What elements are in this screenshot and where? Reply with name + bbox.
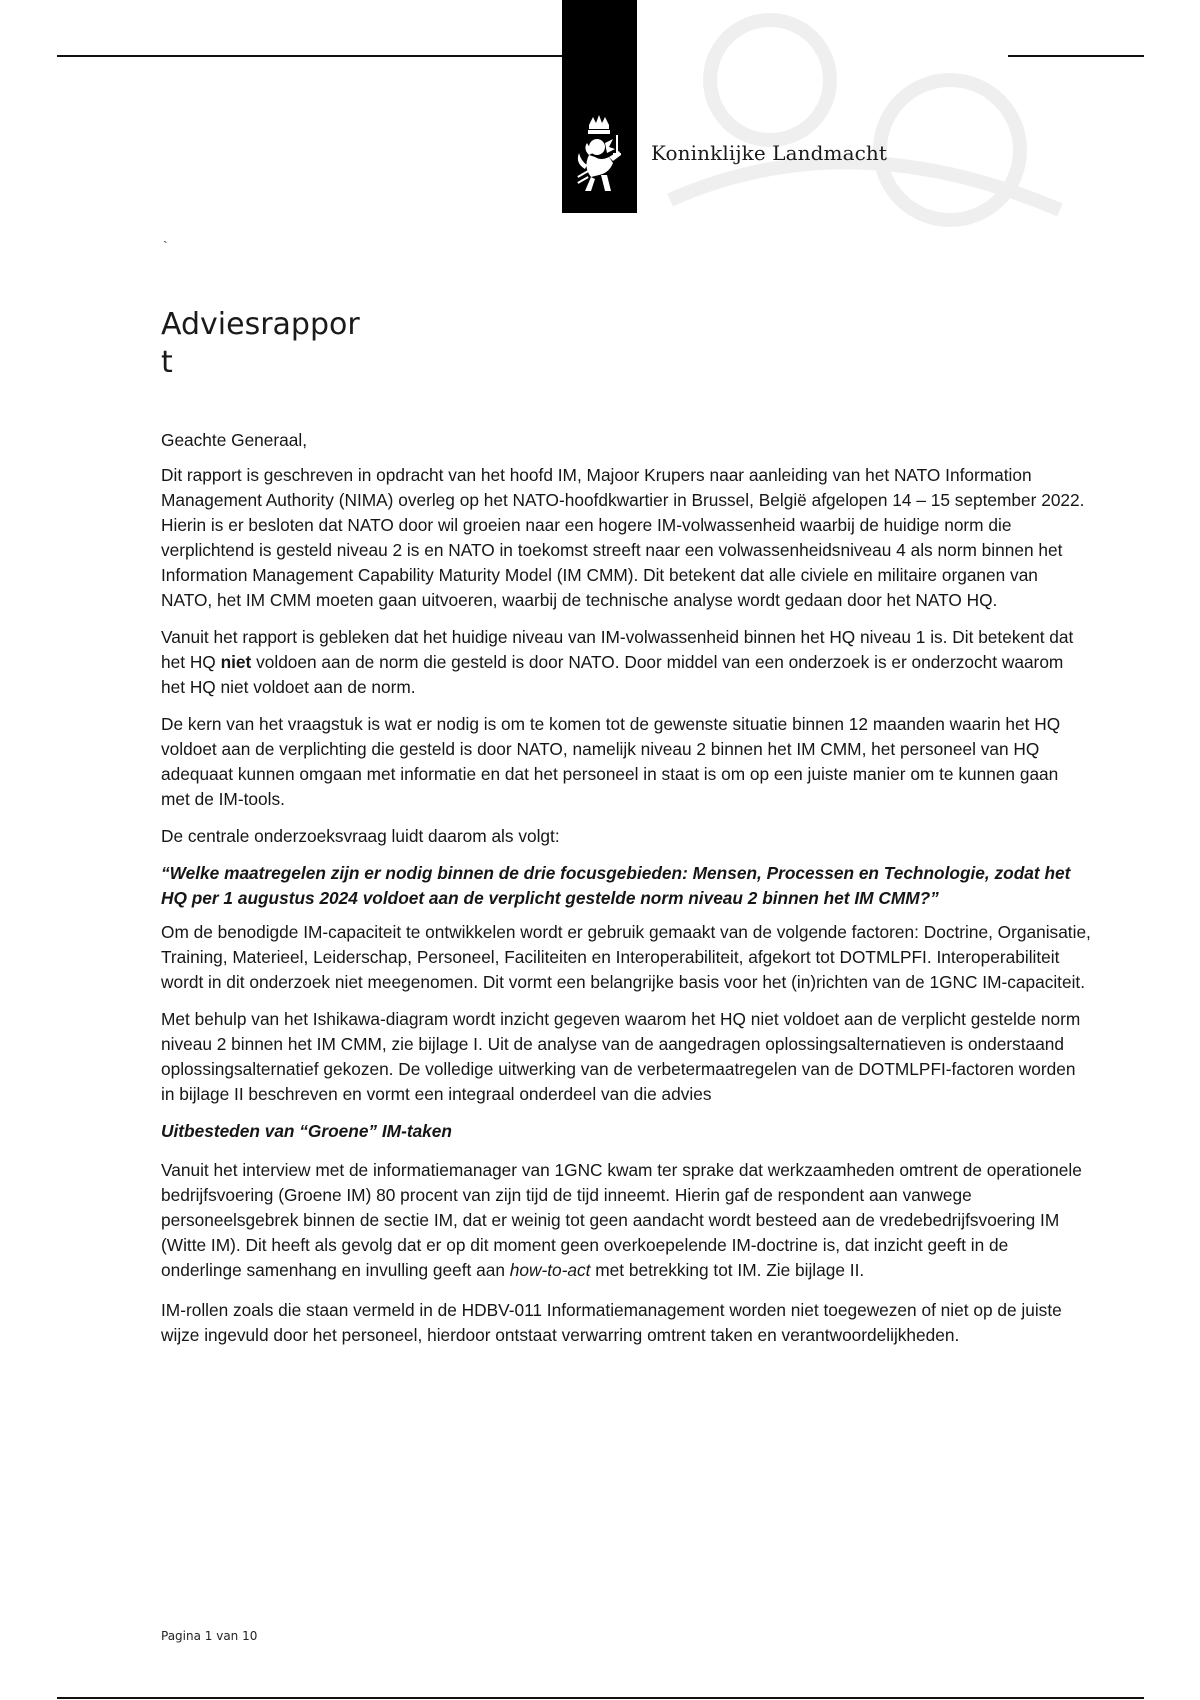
paragraph-findings-part2: voldoen aan de norm die gesteld is door NATO. Door middel van een onderzoek is er onderzocht waarom het HQ niet voldoet aan de norm. [161,652,1064,697]
crowned-lion-emblem-icon [569,113,629,203]
paragraph-core-question: De kern van het vraagstuk is wat er nodig is om te komen tot de gewenste situatie binnen 12 maanden waarin het HQ voldoet aan de verplichting die gesteld is door NATO, namelijk niveau 2 binnen het IM CMM, het personeel van HQ adequaat kunnen omgaan met informatie en dat het personeel in staat is om op een juiste manier om te kunnen gaan met de IM-tools. [161,714,1061,809]
paragraph-findings-part1: Vanuit het rapport is gebleken dat het huidige niveau van IM-volwassenheid binnen het HQ niveau 1 is. Dit betekent dat het HQ [161,627,1074,672]
section-subheading: Uitbesteden van “Groene” IM-taken [161,1121,452,1141]
landmacht-logo [562,0,637,213]
paragraph-im-roles: IM-rollen zoals die staan vermeld in de HDBV-011 Informatiemanagement worden niet toegewezen of niet op de juiste wijze ingevuld door het personeel, hierdoor ontstaat verwarring omtrent taken en verantwoordelijkheden. [161,1300,1062,1345]
paragraph-central-question-intro: De centrale onderzoeksvraag luidt daarom als volgt: [161,826,560,846]
document-title: Adviesrapport [161,307,360,380]
emphasis-how-to-act: how-to-act [509,1260,591,1280]
central-research-question: “Welke maatregelen zijn er nodig binnen de drie focusgebieden: Mensen, Processen en Technologie, zodat het HQ per 1 augustus 2024 voldoet aan de verplicht gestelde norm niveau 2 binnen het IM CMM?” [161,863,1071,908]
page-number: Pagina 1 van 10 [161,1629,258,1643]
paragraph-findings [161,625,1091,700]
paragraph-interview-part2: met betrekking tot IM. Zie bijlage II. [590,1260,865,1280]
paragraph-ishikawa: Met behulp van het Ishikawa-diagram wordt inzicht gegeven waarom het HQ niet voldoet aan de verplicht gestelde norm niveau 2 binnen het IM CMM, zie bijlage I. Uit de analyse van de aangedragen oplossingsalternatieven is onderstaand oplossingsalternatief gekozen. De volledige uitwerking van de verbetermaatregelen van de DOTMLPFI-factoren worden in bijlage II beschreven en vormt een integraal onderdeel van die advies [161,1009,1081,1104]
letter-body [161,428,1091,1360]
greeting: Geachte Generaal, [161,430,308,450]
stray-tick-mark: ` [163,238,168,254]
footer-rule [57,1697,1144,1699]
emphasis-niet: niet [220,652,252,672]
paragraph-dotmlpfi: Om de benodigde IM-capaciteit te ontwikkelen wordt er gebruik gemaakt van de volgende factoren: Doctrine, Organisatie, Training, Materieel, Leiderschap, Personeel, Faciliteiten en Interoperabiliteit, afgekort tot DOTMLPFI. Interoperabiliteit wordt in dit onderzoek niet meegenomen. Dit vormt een belangrijke basis voor het (in)richten van de 1GNC IM-capaciteit. [161,922,1091,992]
paragraph-interview [161,1158,1091,1283]
header-rule-left [57,55,562,57]
background-watermark [650,0,1080,240]
organization-name: Koninklijke Landmacht [651,141,888,165]
paragraph-interview-part1: Vanuit het interview met de informatiemanager van 1GNC kwam ter sprake dat werkzaamheden omtrent de operationele bedrijfsvoering (Groene IM) 80 procent van zijn tijd de tijd inneemt. Hierin gaf de respondent aan vanwege personeelsgebrek binnen de sectie IM, dat er weinig tot geen aandacht wordt besteed aan de vredebedrijfsvoering IM (Witte IM). Dit heeft als gevolg dat er op dit moment geen overkoepelende IM-doctrine is, dat inzicht geeft in de onderlinge samenhang en invulling geeft aan [161,1160,1082,1280]
paragraph-intro: Dit rapport is geschreven in opdracht van het hoofd IM, Majoor Krupers naar aanleiding van het NATO Information Management Authority (NIMA) overleg op het NATO-hoofdkwartier in Brussel, België afgelopen 14 – 15 september 2022. Hierin is er besloten dat NATO door wil groeien naar een hogere IM-volwassenheid waarbij de huidige norm die verplichtend is gesteld niveau 2 is en NATO in toekomst streeft naar een volwassenheidsniveau 4 als norm binnen het Information Management Capability Maturity Model (IM CMM). Dit betekent dat alle civiele en militaire organen van NATO, het IM CMM moeten gaan uitvoeren, waarbij de technische analyse wordt gedaan door het NATO HQ. [161,465,1085,610]
